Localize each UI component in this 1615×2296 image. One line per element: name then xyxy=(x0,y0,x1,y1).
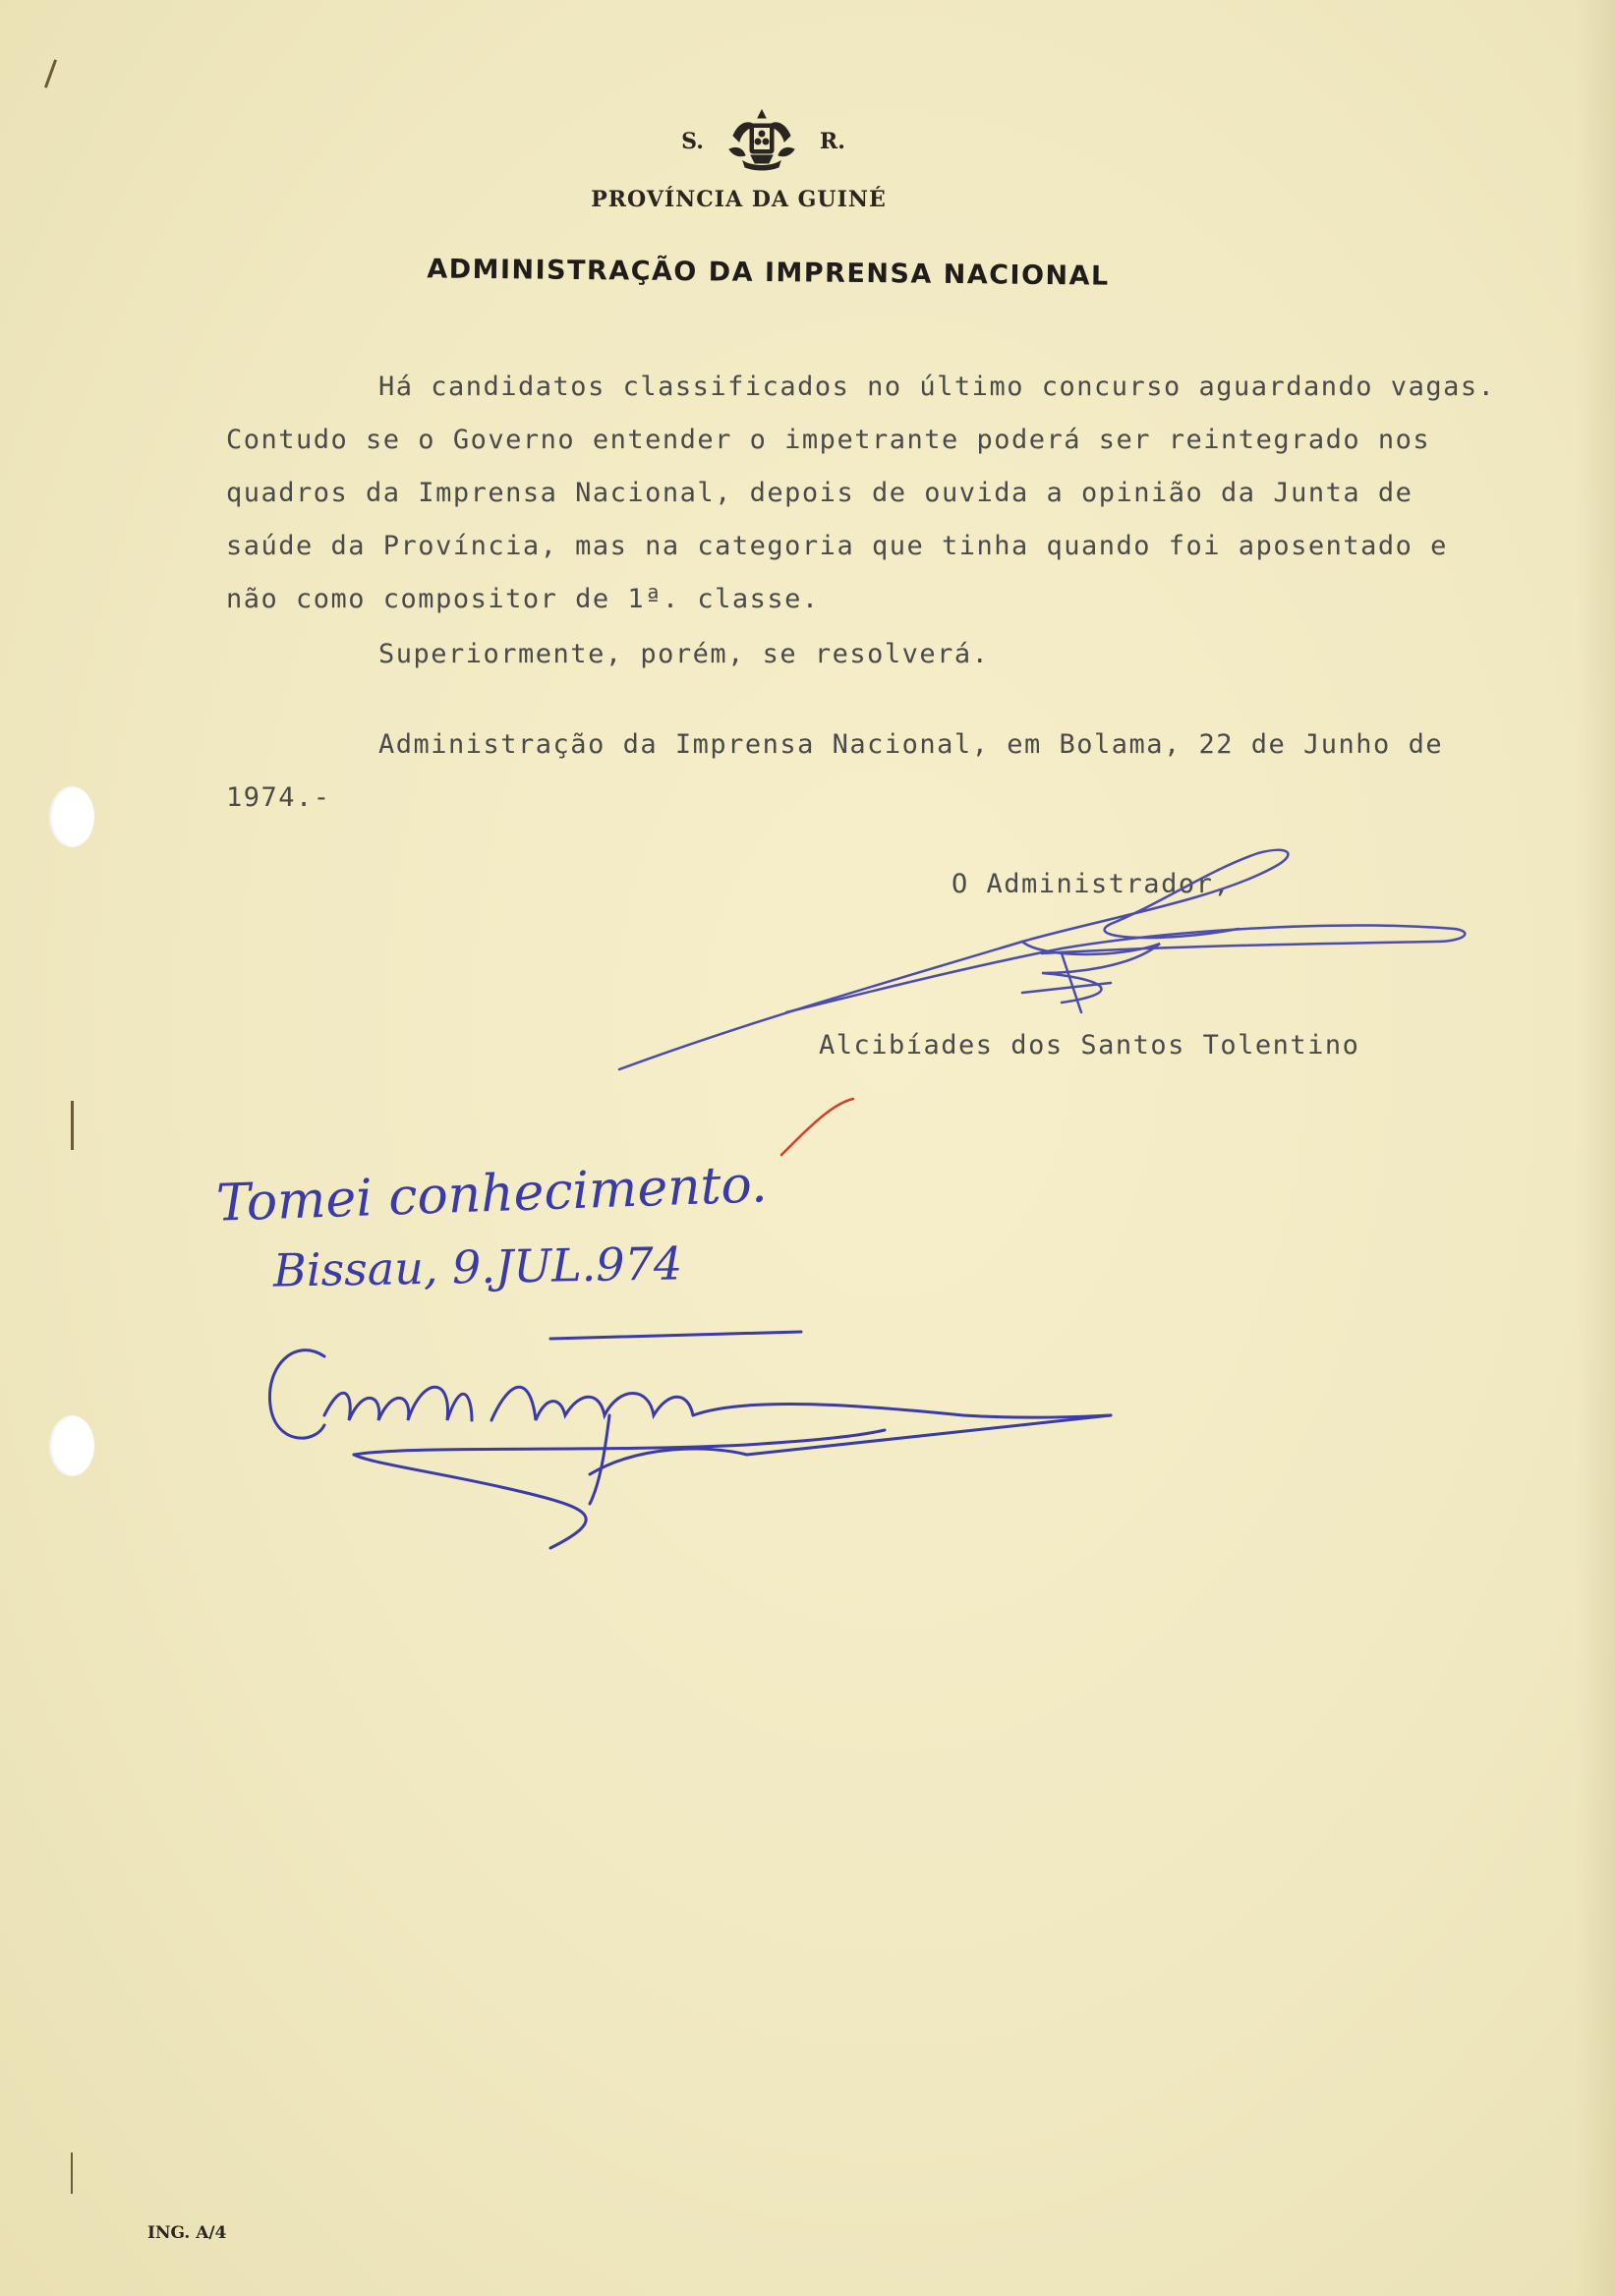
province-heading: PROVÍNCIA DA GUINÉ xyxy=(591,187,887,212)
letterhead-right-letter: R. xyxy=(819,129,845,154)
administration-heading: ADMINISTRAÇÃO DA IMPRENSA NACIONAL xyxy=(427,254,1110,292)
body-line: Contudo se o Governo entender o impetrante poderá ser reintegrado nos xyxy=(226,425,1431,455)
punch-hole-bottom xyxy=(49,1415,94,1476)
margin-mark xyxy=(71,2152,73,2194)
body-line: saúde da Província, mas na categoria que tinha quando foi aposentado e xyxy=(226,531,1448,561)
handwritten-acknowledgement: Tomei conhecimento. xyxy=(215,1155,769,1234)
coat-of-arms-icon xyxy=(725,106,798,177)
punch-hole-top xyxy=(49,786,94,847)
form-code: ING. A/4 xyxy=(147,2223,227,2243)
resolution-paragraph: Superiormente, porém, se resolverá. xyxy=(378,639,990,669)
governor-signature xyxy=(269,1332,1111,1548)
signature-closing: O Administrador, xyxy=(952,869,1232,899)
letterhead-left-letter: S. xyxy=(681,129,704,154)
handwritten-place-date: Bissau, 9.JUL.974 xyxy=(272,1236,683,1297)
body-line: quadros da Imprensa Nacional, depois de ouvida a opinião da Junta de xyxy=(226,478,1413,508)
place-date-year: 1974.- xyxy=(226,782,331,813)
body-paragraph xyxy=(226,361,1583,626)
place-date-line: Administração da Imprensa Nacional, em Bolama, 22 de Junho de xyxy=(378,729,1444,760)
body-line: Há candidatos classificados no último concurso aguardando vagas. xyxy=(378,372,1496,402)
margin-mark xyxy=(44,59,57,87)
margin-mark xyxy=(71,1101,74,1150)
signatory-name: Alcibíades dos Santos Tolentino xyxy=(819,1030,1360,1061)
body-line: não como compositor de 1ª. classe. xyxy=(226,584,820,614)
check-mark xyxy=(781,1099,853,1155)
letterhead-emblem-row xyxy=(0,106,1571,177)
paper-edge-shadow xyxy=(1576,0,1615,2296)
